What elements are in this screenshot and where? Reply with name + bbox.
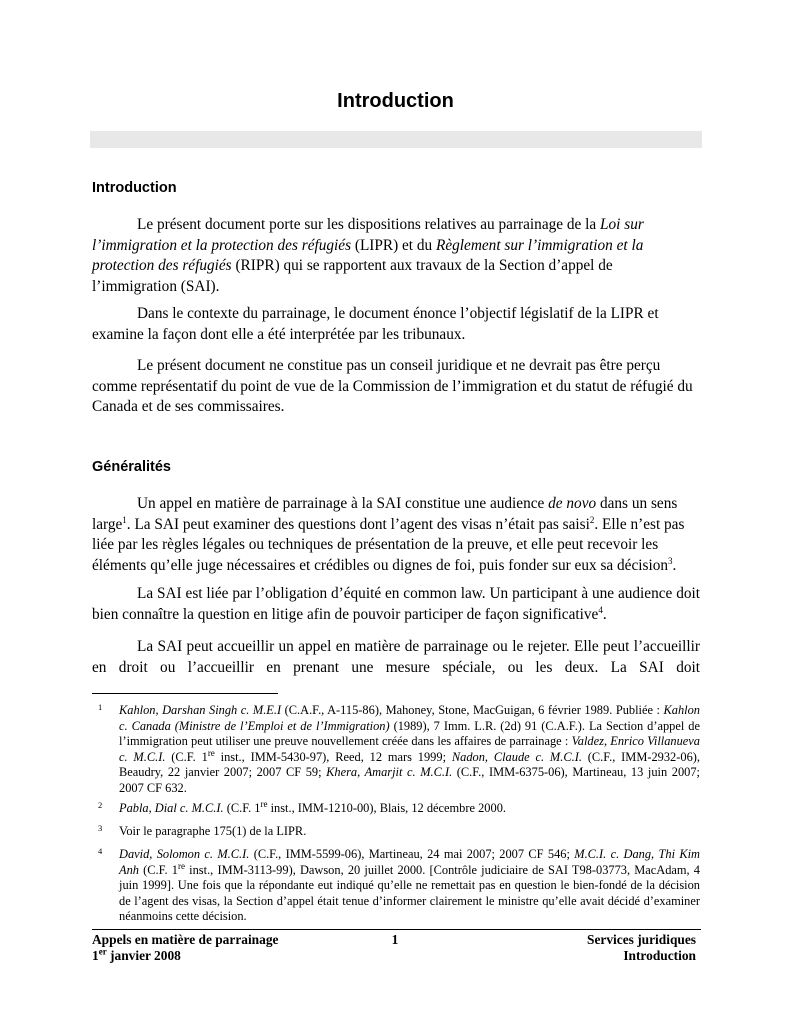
footnote-ref-4: 4 [598,604,603,615]
footnote-ref-1: 1 [122,514,127,525]
footnote-number: 4 [98,846,103,856]
footnote-ref-2: 2 [589,514,595,525]
heading-generalites: Généralités [92,459,171,475]
footnote-ref-3: 3 [668,555,673,566]
footnote-4: 4 David, Solomon c. M.C.I. (C.F., IMM-5599-06), Martineau, 24 mai 2007; 2007 CF 546; M.C.I. c. Dang, Thi Kim Anh (C.F. 1re inst., IMM-3113-99), Dawson, 20 juillet 2000. [Contrôle judiciaire de SAI T98-03773, MacAdam, 4 juin 1999]. Une fois que la répondante eut indiqué qu’elle ne remettait pas en question le bien-fondé de la décision de l’agent des visas, la Section d’appel était tenue d’informer clairement le ministre qu’elle avait décidé d’examiner néanmoins cette décision. [98,846,701,924]
intro-paragraph-1: Le présent document porte sur les dispositions relatives au parrainage de la Loi sur l’immigration et la protection des réfugiés (LIPR) et du Règlement sur l’immigration et la protection des réfugiés (RIPR) qui se rapportent aux travaux de la Section d’appel de l’immigration (SAI). [92,216,644,295]
footnote-number: 2 [98,800,103,810]
footer-rule [92,929,701,930]
title-shading-bar [90,131,702,148]
footnote-number: 3 [98,823,103,833]
footer-date: 1er janvier 2008 [92,946,181,963]
footnote-3: 3 Voir le paragraphe 175(1) de la LIPR. [98,823,307,838]
footer-document-title: Appels en matière de parrainage [92,932,279,947]
page-title: Introduction [337,90,454,112]
intro-paragraph-2: Dans le contexte du parrainage, le document énonce l’objectif législatif de la LIPR et examine la façon dont elle a été interprétée par les tribunaux. [92,305,659,343]
footer-right [500,932,696,964]
footer-department: Services juridiques [587,932,696,947]
footer-left [92,932,278,964]
footnote-separator [92,693,278,694]
footnote-1: 1 Kahlon, Darshan Singh c. M.E.I (C.A.F., A-115-86), Mahoney, Stone, MacGuigan, 6 février 1989. Publiée : Kahlon c. Canada (Ministre de l’Emploi et de l’Immigration) (1989), 7 Imm. L.R. (2d) 91 (C.A.F.). La Section d’appel de l’immigration peut utiliser une preuve nouvellement créée dans les affaires de parrainage : Valdez, Enrico Villanueva c. M.C.I. (C.F. 1re inst., IMM-5430-97), Reed, 12 mars 1999; Nadon, Claude c. M.C.I. (C.F., IMM-2932-06), Beaudry, 22 janvier 2007; 2007 CF 59; Khera, Amarjit c. M.C.I. (C.F., IMM-6375-06), Martineau, 13 juin 2007; 2007 CF 632. [98,702,700,795]
general-paragraph-2: La SAI est liée par l’obligation d’équité en common law. Un participant à une audience doit bien connaître la question en litige afin de pouvoir participer de façon significative$^4$. [92,585,700,623]
footer-section: Introduction [623,948,696,963]
heading-introduction: Introduction [92,180,177,196]
general-paragraph-1: Un appel en matière de parrainage à la SAI constitue une audience de novo dans un sens large$^1$. La SAI peut examiner des questions dont l’agent des visas n’était pas saisi$^2$. Elle n’est pas liée par les règles légales ou techniques de présentation de la preuve, et elle peut recevoir les éléments qu’elle juge nécessaires et crédibles ou dignes de foi, puis fonder sur eux sa décision$^3$. [92,495,685,574]
footnote-2: 2 Pabla, Dial c. M.C.I. (C.F. 1re inst., IMM-1210-00), Blais, 12 décembre 2000. [98,798,506,815]
footer-page-number: 1 [391,932,399,947]
footnote-number: 1 [98,702,103,712]
intro-paragraph-3: Le présent document ne constitue pas un conseil juridique et ne devrait pas être perçu comme représentatif du point de vue de la Commission de l’immigration et du statut de réfugié du Canada et de ses commissaires. [92,357,693,415]
general-paragraph-3: La SAI peut accueillir un appel en matière de parrainage ou le rejeter. Elle peut l’accueillir en droit ou l’accueillir en prenant une mesure spéciale, ou les deux. La SAI doit [92,638,700,676]
